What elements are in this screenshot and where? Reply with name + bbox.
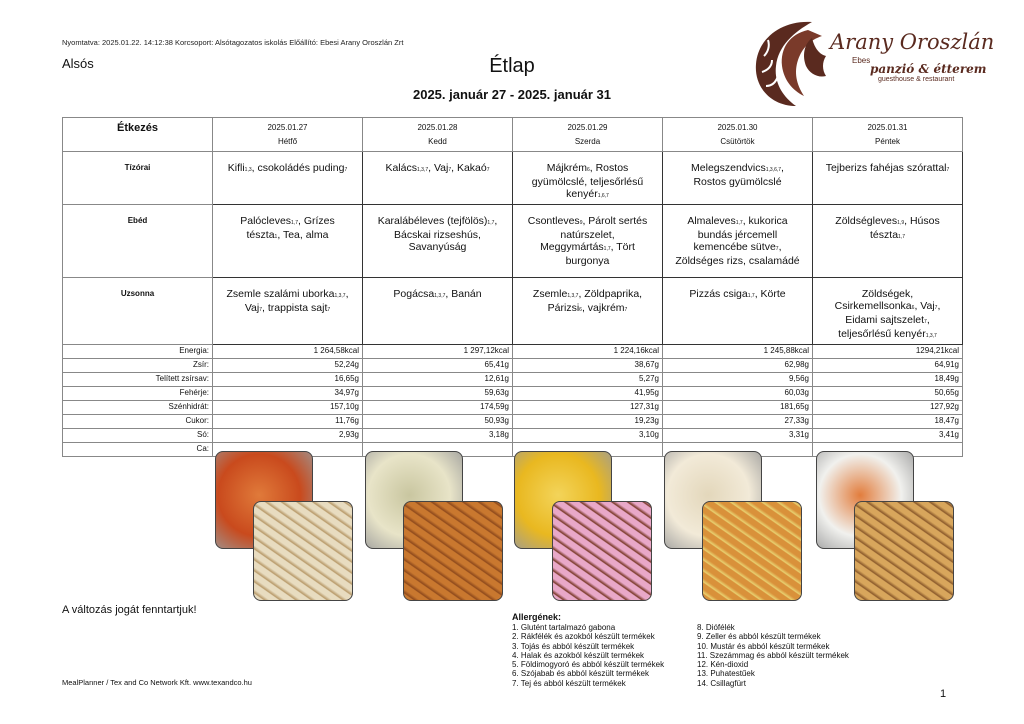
nutrient-value: 50,65g <box>813 387 963 401</box>
nutrient-value: 11,76g <box>213 415 363 429</box>
nutrient-value: 3,41g <box>813 429 963 443</box>
food-photo-front <box>253 501 353 601</box>
nutrient-value: 12,61g <box>363 373 513 387</box>
nutrient-value: 3,10g <box>513 429 663 443</box>
dish-text: , csokoládés puding <box>251 162 345 174</box>
dish-text: , kukorica bundás jércemell kemencébe sütve <box>693 215 788 253</box>
allergen-codes: 1,7 <box>747 293 755 299</box>
meal-cell <box>663 152 813 205</box>
day-header <box>513 118 663 152</box>
day-date: 2025.01.29 <box>567 123 608 132</box>
nutrient-value: 59,63g <box>363 387 513 401</box>
nutrient-value: 64,91g <box>813 359 963 373</box>
allergen-codes: 7 <box>946 167 950 173</box>
meal-cell <box>213 152 363 205</box>
dish-text: Tejberizs fahéjas szórattal <box>825 162 947 174</box>
meal-cell <box>663 278 813 345</box>
allergen-codes: 7 <box>259 307 263 313</box>
allergen-item: 9. Zeller és abból készült termékek <box>697 632 821 642</box>
dish-text: , Párolt sertés natúrszelet, Meggymártás <box>540 215 648 253</box>
allergen-item: 11. Szezámmag és abból készült termékek <box>697 650 849 660</box>
meal-cell <box>513 152 663 205</box>
nutrient-label: Telített zsírsav: <box>63 373 213 387</box>
nutrient-label: Szénhidrát: <box>63 401 213 415</box>
meal-cell <box>663 205 813 278</box>
nutrient-value: 38,67g <box>513 359 663 373</box>
dish-text: Zsemle <box>532 288 568 300</box>
allergen-codes: 6 <box>586 167 590 173</box>
allergen-codes: 1,7 <box>487 220 495 226</box>
day-name: Péntek <box>875 137 900 146</box>
nutrient-value: 19,23g <box>513 415 663 429</box>
dish-text: , Tea, alma <box>277 229 329 241</box>
nutrient-value: 9,56g <box>663 373 813 387</box>
dish-text: Csontleves <box>527 215 580 227</box>
dish-text: , Bácskai rizseshús, Savanyúság <box>394 215 498 253</box>
nutrient-value: 18,49g <box>813 373 963 387</box>
allergen-codes: 1,9 <box>897 220 905 226</box>
logo-tagline: panzió & étterem <box>870 62 987 76</box>
logo-location: Ebes <box>852 56 871 65</box>
allergen-codes: 1,3 <box>244 167 252 173</box>
meal-label: Uzsonna <box>63 278 213 345</box>
dish-text: , Zöldpaprika, Párizsi <box>547 288 643 314</box>
meal-cell <box>363 152 513 205</box>
nutrient-value: 62,98g <box>663 359 813 373</box>
nutrient-label: Cukor: <box>63 415 213 429</box>
lion-head-icon <box>752 16 842 108</box>
nutrient-value: 3,31g <box>663 429 813 443</box>
dish-text: Almaleves <box>687 215 736 227</box>
logo-name: Arany Oroszlán <box>830 30 995 54</box>
nutrient-value: 1 297,12kcal <box>363 345 513 359</box>
dish-text: , Vaj <box>914 300 935 312</box>
allergen-item: 12. Kén-dioxid <box>697 660 749 670</box>
allergen-codes: 1,7 <box>291 220 298 226</box>
dish-text: , Eidami sajtszelet <box>845 300 941 326</box>
nutrient-value: 52,24g <box>213 359 363 373</box>
dish-text: Kalács <box>385 162 417 174</box>
day-header <box>363 118 513 152</box>
meal-cell <box>363 205 513 278</box>
food-photo-front <box>403 501 503 601</box>
allergens-list-1 <box>512 623 664 688</box>
allergen-codes: 7 <box>775 246 779 252</box>
allergen-codes: 1,3,7 <box>434 293 446 299</box>
allergen-item: 13. Puhatestűek <box>697 669 755 679</box>
allergen-codes: 1,7 <box>735 220 743 226</box>
meal-cell <box>213 278 363 345</box>
food-photo-front <box>854 501 954 601</box>
reserve-note: A változás jogát fenntartjuk! <box>62 604 197 616</box>
allergen-item: 10. Mustár és abból készült termékek <box>697 641 830 651</box>
dish-text: , Vaj <box>428 162 449 174</box>
day-date: 2025.01.27 <box>267 123 308 132</box>
meal-cell <box>363 278 513 345</box>
dish-text: , Rostos gyümölcslé, teljesőrlésű kenyér <box>531 162 644 200</box>
allergen-codes: 7 <box>934 305 938 311</box>
nutrient-value: 127,31g <box>513 401 663 415</box>
footer-credit: MealPlanner / Tex and Co Network Kft. www.texandco.hu <box>62 678 252 687</box>
food-photo-front <box>702 501 802 601</box>
nutrient-label: Só: <box>63 429 213 443</box>
allergen-codes: 7 <box>486 167 490 173</box>
allergen-item: 3. Tojás és abból készült termékek <box>512 641 635 651</box>
allergen-codes: 7 <box>924 319 927 325</box>
nutrient-label: Energia: <box>63 345 213 359</box>
day-name: Kedd <box>428 137 447 146</box>
dish-text: , Rostos gyümölcslé <box>693 162 784 188</box>
allergen-codes: 7 <box>448 167 452 173</box>
nutrient-value: 5,27g <box>513 373 663 387</box>
nutrient-value: 41,95g <box>513 387 663 401</box>
nutrient-value: 16,65g <box>213 373 363 387</box>
nutrient-label: Ca: <box>63 443 213 457</box>
allergen-codes: 1,3,7 <box>416 167 429 173</box>
allergen-codes: 1 <box>274 234 278 240</box>
day-name: Hétfő <box>277 137 298 146</box>
day-date: 2025.01.30 <box>717 123 758 132</box>
dish-text: , Húsos tészta <box>870 215 940 241</box>
nutrient-value: 174,59g <box>363 401 513 415</box>
allergen-codes: 1,3,6,7 <box>765 167 782 173</box>
day-name: Csütörtök <box>720 137 755 146</box>
print-meta: Nyomtatva: 2025.01.22. 14:12:38 Korcsoport: Alsótagozatos iskolás Előállító: Ebesi Arany Oroszlán Zrt <box>62 38 404 47</box>
allergen-item: 4. Halak és azokból készült termékek <box>512 650 645 660</box>
table-corner-label: Étkezés <box>63 118 213 152</box>
nutrient-label: Fehérje: <box>63 387 213 401</box>
meal-cell <box>213 205 363 278</box>
dish-text: , Banán <box>445 288 482 300</box>
dish-text: , Zöldséges rizs, csalamádé <box>675 241 800 267</box>
meal-cell <box>813 278 963 345</box>
nutrient-value: 65,41g <box>363 359 513 373</box>
allergen-codes: 1,7 <box>898 234 905 240</box>
allergen-item: 8. Diófélék <box>697 623 735 632</box>
meal-cell <box>513 205 663 278</box>
dish-text: , vajkrém <box>581 302 625 314</box>
dish-text: Májkrém <box>546 162 587 174</box>
dish-text: Zöldségleves <box>835 215 898 227</box>
dish-text: Melegszendvics <box>691 162 766 174</box>
nutrient-value: 50,93g <box>363 415 513 429</box>
dish-text: , Vaj <box>244 288 349 314</box>
dish-text: , Körte <box>754 288 786 300</box>
allergen-codes: 1,3,7 <box>334 293 346 299</box>
dish-text: Kifli <box>227 162 245 174</box>
dish-text: Zsemle szalámi uborka <box>226 288 335 300</box>
dish-text: , Tört burgonya <box>565 241 635 267</box>
dish-text: , trappista sajt <box>262 302 328 314</box>
dish-text: , Grízes tészta <box>246 215 335 241</box>
meal-label: Ebéd <box>63 205 213 278</box>
allergen-codes: 1,3,7 <box>567 293 579 299</box>
allergen-item: 1. Glutént tartalmazó gabona <box>512 623 616 632</box>
nutrient-label: Zsír: <box>63 359 213 373</box>
meal-cell <box>813 205 963 278</box>
dish-text: Pizzás csiga <box>689 288 748 300</box>
page-number: 1 <box>940 688 947 700</box>
nutrient-value: 34,97g <box>213 387 363 401</box>
allergen-codes: 6 <box>579 307 582 313</box>
dish-text: Palócleves <box>240 215 292 227</box>
nutrient-value: 127,92g <box>813 401 963 415</box>
allergen-codes: 6 <box>911 305 915 311</box>
date-range: 2025. január 27 - 2025. január 31 <box>412 87 611 102</box>
allergen-item: 7. Tej és abból készült termékek <box>512 678 626 688</box>
allergen-item: 2. Rákfélék és azokból készült termékek <box>512 632 655 642</box>
allergen-codes: 7 <box>624 307 628 313</box>
dish-text: Zöldségek, Csirkemellsonka <box>834 288 914 312</box>
allergen-codes: 1,7 <box>603 246 611 252</box>
nutrient-value: 181,65g <box>663 401 813 415</box>
allergen-codes: 1,3,7 <box>925 333 937 339</box>
allergens-list-2 <box>697 623 849 688</box>
nutrient-value: 1 264,58kcal <box>213 345 363 359</box>
nutrient-value: 3,18g <box>363 429 513 443</box>
day-date: 2025.01.28 <box>417 123 458 132</box>
nutrient-value: 27,33g <box>663 415 813 429</box>
allergen-item: 14. Csillagfürt <box>697 678 746 688</box>
age-group-label: Alsós <box>62 56 94 71</box>
allergen-codes: 7 <box>327 307 331 313</box>
arany-oroszlan-logo <box>752 16 995 108</box>
allergen-item: 6. Szójabab és abból készült termékek <box>512 669 649 679</box>
meal-cell <box>813 152 963 205</box>
meal-label: Tízórai <box>63 152 213 205</box>
nutrient-value: 1 224,16kcal <box>513 345 663 359</box>
day-header <box>213 118 363 152</box>
dish-text: Pogácsa <box>393 288 435 300</box>
menu-table <box>62 117 963 457</box>
nutrient-value: 18,47g <box>813 415 963 429</box>
nutrient-value: 2,93g <box>213 429 363 443</box>
day-name: Szerda <box>574 137 601 146</box>
page-title: Étlap <box>489 55 535 77</box>
nutrient-value: 60,03g <box>663 387 813 401</box>
nutrient-value: 1294,21kcal <box>813 345 963 359</box>
nutrient-value: 1 245,88kcal <box>663 345 813 359</box>
allergens-title: Allergének: <box>512 612 562 622</box>
nutrient-value: 157,10g <box>213 401 363 415</box>
food-photo-front <box>552 501 652 601</box>
allergen-item: 5. Földimogyoró és abból készült termékek <box>512 660 665 670</box>
dish-text: , Kakaó <box>451 162 487 174</box>
day-date: 2025.01.31 <box>867 123 908 132</box>
logo-tagline-en: guesthouse & restaurant <box>878 76 955 83</box>
allergen-codes: 1,6,7 <box>597 193 609 199</box>
meal-cell <box>513 278 663 345</box>
dish-text: , teljesőrlésű kenyér <box>838 314 930 340</box>
allergen-codes: 9 <box>579 220 583 226</box>
day-header <box>663 118 813 152</box>
day-header <box>813 118 963 152</box>
allergen-codes: 7 <box>344 167 348 173</box>
dish-text: Karalábéleves (tejfölös) <box>377 215 488 227</box>
